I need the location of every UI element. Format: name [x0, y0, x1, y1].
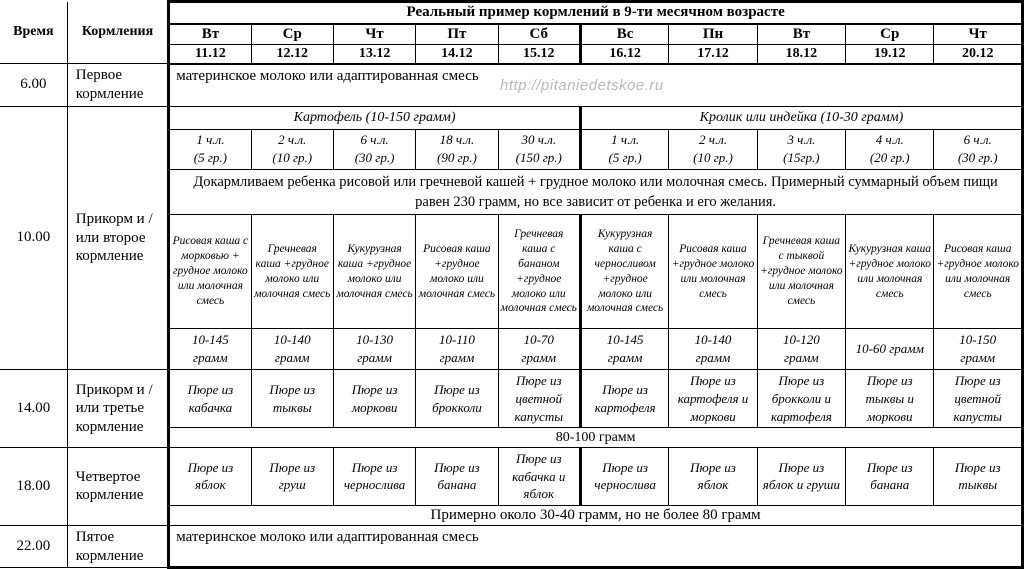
- table-title: Реальный пример кормлений в 9-ти месячном возрасте: [169, 2, 1023, 24]
- date-cell: 20.12: [934, 44, 1023, 64]
- puree-cell: Пюре из тыквы и моркови: [846, 370, 934, 428]
- porridge-cell: Рисовая каша +грудное молоко или молочная смесь: [669, 215, 757, 329]
- food-groups-row: [0, 106, 1023, 129]
- day-name-cell: Вт: [757, 24, 845, 45]
- feeding1-value: материнское молоко или адаптированная смесь: [169, 64, 1023, 107]
- teaspoon-amount-cell: 2 ч.л. (10 гр.): [669, 129, 757, 169]
- porridge-amount-cell: 10-140 грамм: [251, 329, 333, 370]
- date-cell: 17.12: [669, 44, 757, 64]
- porridge-amount-cell: 10-145 грамм: [580, 329, 668, 370]
- puree-cell: Пюре из цветной капусты: [498, 370, 580, 428]
- puree-cell: Пюре из чернослива: [333, 448, 415, 506]
- day-name-cell: Чт: [934, 24, 1023, 45]
- porridge-cell: Рисовая каша с морковью + грудное молоко или молочная смесь: [169, 215, 251, 329]
- feeding1-time: 6.00: [0, 64, 67, 107]
- puree-cell: Пюре из цветной капусты: [934, 370, 1023, 428]
- porridge-amount-cell: 10-110 грамм: [416, 329, 498, 370]
- date-cell: 14.12: [416, 44, 498, 64]
- porridge-amount-cell: 10-150 грамм: [934, 329, 1023, 370]
- porridge-cell: Кукурузная каша с черносливом +грудное молоко или молочная смесь: [580, 215, 668, 329]
- feeding5-time: 22.00: [0, 525, 67, 568]
- teaspoon-amount-cell: 30 ч.л. (150 гр.): [498, 129, 580, 169]
- porridge-amount-cell: 10-130 грамм: [333, 329, 415, 370]
- puree-cell: Пюре из яблок: [669, 448, 757, 506]
- teaspoon-amount-cell: 2 ч.л. (10 гр.): [251, 129, 333, 169]
- teaspoon-amount-cell: 1 ч.л. (5 гр.): [169, 129, 251, 169]
- feeding5-row: [0, 525, 1023, 568]
- puree-cell: Пюре из кабачка: [169, 370, 251, 428]
- puree-cell: Пюре из моркови: [333, 370, 415, 428]
- puree-cell: Пюре из тыквы: [251, 370, 333, 428]
- date-cell: 16.12: [580, 44, 668, 64]
- day-name-cell: Чт: [333, 24, 415, 45]
- feeding3-time: 14.00: [0, 370, 67, 448]
- date-cell: 19.12: [846, 44, 934, 64]
- puree-cell: Пюре из яблок: [169, 448, 251, 506]
- porridge-amount-cell: 10-60 грамм: [846, 329, 934, 370]
- day-name-cell: Пн: [669, 24, 757, 45]
- food-group-potato: Картофель (10-150 грамм): [169, 106, 581, 129]
- puree-cell: Пюре из кабачка и яблок: [498, 448, 580, 506]
- day-name-cell: Пт: [416, 24, 498, 45]
- feeding5-value: материнское молоко или адаптированная смесь: [169, 525, 1023, 568]
- feeding2-time: 10.00: [0, 106, 67, 370]
- teaspoon-amount-cell: 6 ч.л. (30 гр.): [934, 129, 1023, 169]
- feeding3-note: 80-100 грамм: [169, 428, 1023, 448]
- feeding3-row: [0, 370, 1023, 428]
- porridge-amount-cell: 10-145 грамм: [169, 329, 251, 370]
- teaspoon-amount-cell: 1 ч.л. (5 гр.): [580, 129, 668, 169]
- porridge-cell: Гречневая каша с бананом +грудное молоко или молочная смесь: [498, 215, 580, 329]
- day-name-cell: Ср: [846, 24, 934, 45]
- day-name-cell: Вт: [169, 24, 251, 45]
- teaspoon-amount-cell: 4 ч.л. (20 гр.): [846, 129, 934, 169]
- puree-cell: Пюре из картофеля и моркови: [669, 370, 757, 428]
- teaspoon-amount-cell: 18 ч.л. (90 гр.): [416, 129, 498, 169]
- porridge-cell: Гречневая каша +грудное молоко или молочная смесь: [251, 215, 333, 329]
- puree-cell: Пюре из банана: [416, 448, 498, 506]
- title-row: [0, 2, 1023, 24]
- feeding3-label: Прикорм и /или третье кормление: [67, 370, 168, 448]
- feeding4-row: [0, 448, 1023, 506]
- feeding2-label: Прикорм и /или второе кормление: [67, 106, 168, 370]
- porridge-cell: Кукурузная каша +грудное молоко или молочная смесь: [846, 215, 934, 329]
- puree-cell: Пюре из банана: [846, 448, 934, 506]
- porridge-cell: Кукурузная каша +грудное молоко или молочная смесь: [333, 215, 415, 329]
- puree-cell: Пюре из брокколи и картофеля: [757, 370, 845, 428]
- date-cell: 13.12: [333, 44, 415, 64]
- food-group-rabbit-turkey: Кролик или индейка (10-30 грамм): [580, 106, 1022, 129]
- puree-cell: Пюре из картофеля: [580, 370, 668, 428]
- feeding4-label: Четвертое кормление: [67, 448, 168, 526]
- puree-cell: Пюре из чернослива: [580, 448, 668, 506]
- feeding1-label: Первое кормление: [67, 64, 168, 107]
- feeding4-note: Примерно около 30-40 грамм, но не более 80 грамм: [169, 505, 1023, 525]
- porridge-amount-cell: 10-140 грамм: [669, 329, 757, 370]
- date-cell: 18.12: [757, 44, 845, 64]
- porridge-cell: Рисовая каша +грудное молоко или молочная смесь: [416, 215, 498, 329]
- teaspoon-amount-cell: 6 ч.л. (30 гр.): [333, 129, 415, 169]
- date-cell: 15.12: [498, 44, 580, 64]
- day-name-cell: Ср: [251, 24, 333, 45]
- puree-cell: Пюре из яблок и груши: [757, 448, 845, 506]
- date-cell: 12.12: [251, 44, 333, 64]
- puree-cell: Пюре из груш: [251, 448, 333, 506]
- porridge-cell: Рисовая каша +грудное молоко или молочная смесь: [934, 215, 1023, 329]
- porridge-amount-cell: 10-70 грамм: [498, 329, 580, 370]
- column-header-time: Время: [0, 2, 67, 64]
- supplement-note: Докармливаем ребенка рисовой или гречневой кашей + грудное молоко или молочная смесь. Примерный суммарный объем пищи равен 230 грамм, но все зависит от ребенка и его желания.: [169, 169, 1023, 215]
- puree-cell: Пюре из брокколи: [416, 370, 498, 428]
- feeding5-label: Пятое кормление: [67, 525, 168, 568]
- feeding4-time: 18.00: [0, 448, 67, 526]
- column-header-feeding: Кормления: [67, 2, 168, 64]
- day-name-cell: Вс: [580, 24, 668, 45]
- day-name-cell: Сб: [498, 24, 580, 45]
- porridge-cell: Гречневая каша с тыквой +грудное молоко или молочная смесь: [757, 215, 845, 329]
- porridge-amount-cell: 10-120 грамм: [757, 329, 845, 370]
- teaspoon-amount-cell: 3 ч.л. (15гр.): [757, 129, 845, 169]
- site-watermark: http://pitaniedetskoe.ru: [500, 77, 664, 94]
- date-cell: 11.12: [169, 44, 251, 64]
- puree-cell: Пюре из тыквы: [934, 448, 1023, 506]
